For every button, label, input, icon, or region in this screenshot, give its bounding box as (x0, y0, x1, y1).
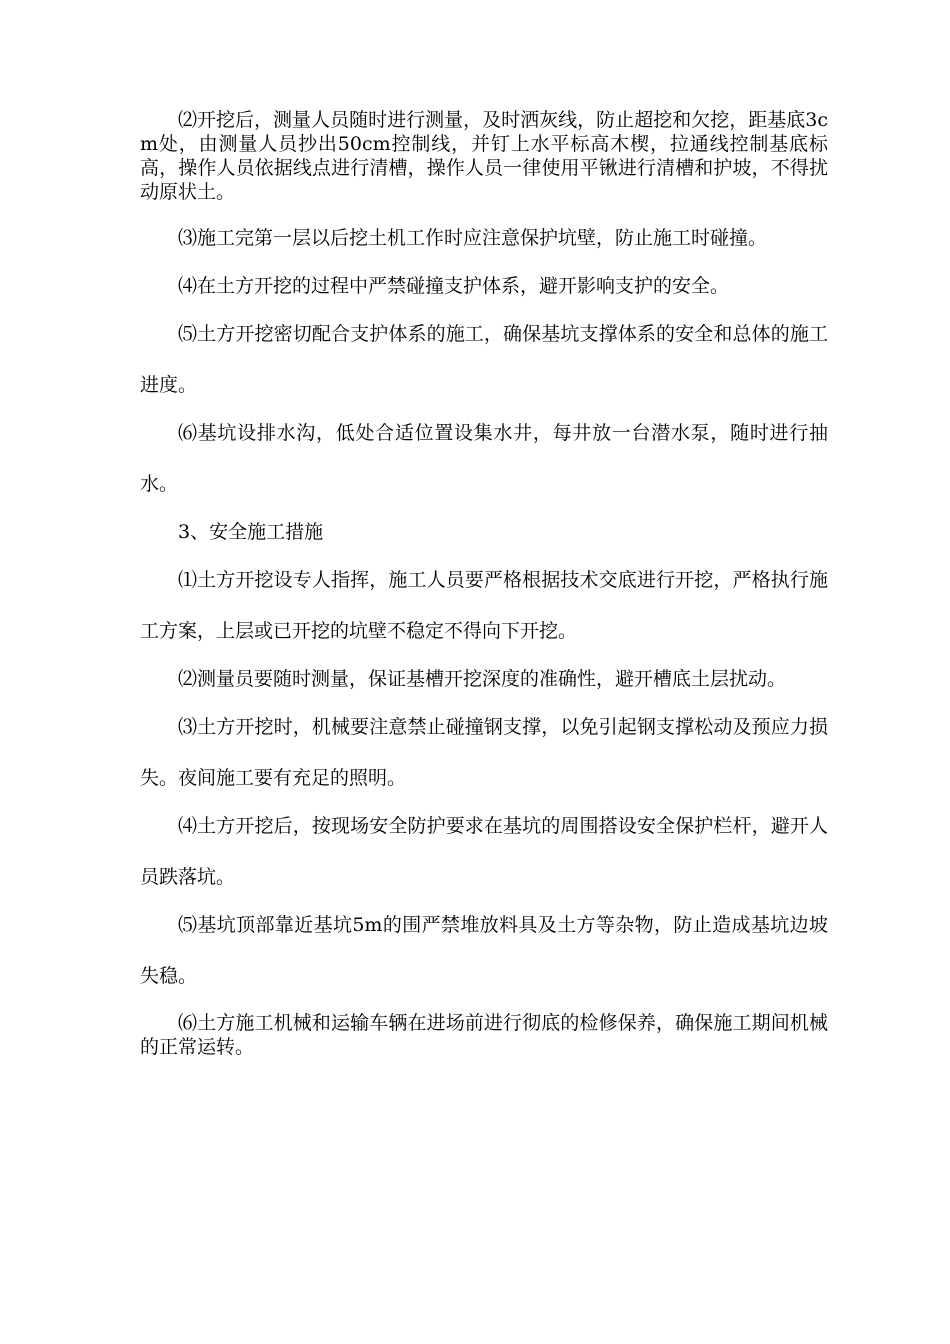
paragraph-drainage: ⑹基坑设排水沟，低处合适位置设集水井，每井放一台潜水泵，随时进行抽水。 (140, 422, 828, 495)
section-heading-safety: 3、安全施工措施 (178, 521, 324, 543)
paragraph-coordinate-support: ⑸土方开挖密切配合支护体系的施工，确保基坑支撑体系的安全和总体的施工进度。 (140, 323, 828, 396)
paragraph-excavation-measurement: ⑵开挖后，测量人员随时进行测量，及时洒灰线，防止超挖和欠挖，距基底3cm处，由测量人员抄出50cm控制线，并钉上水平标高木楔，拉通线控制基底标高，操作人员依据线点进行清槽，操作人员一律使用平锹进行清槽和护坡，不得扰动原状土。 (140, 109, 828, 203)
document-page (140, 108, 828, 1059)
paragraph-surveyor: ⑵测量员要随时测量，保证基槽开挖深度的准确性，避开槽底土层扰动。 (178, 668, 787, 690)
paragraph-machinery: ⑹土方施工机械和运输车辆在进场前进行彻底的检修保养，确保施工期间机械的正常运转。 (140, 1012, 828, 1058)
paragraph-steel-support: ⑶土方开挖时，机械要注意禁止碰撞钢支撑，以免引起钢支撑松动及预应力损失。夜间施工要有充足的照明。 (140, 716, 828, 789)
paragraph-command: ⑴土方开挖设专人指挥，施工人员要严格根据技术交底进行开挖，严格执行施工方案，上层或已开挖的坑壁不稳定不得向下开挖。 (140, 569, 828, 642)
paragraph-protect-pit-wall: ⑶施工完第一层以后挖土机工作时应注意保护坑壁，防止施工时碰撞。 (178, 227, 768, 249)
paragraph-pit-top: ⑸基坑顶部靠近基坑5m的围严禁堆放料具及土方等杂物，防止造成基坑边坡失稳。 (140, 914, 828, 987)
paragraph-support-system: ⑷在土方开挖的过程中严禁碰撞支护体系，避开影响支护的安全。 (178, 275, 730, 297)
paragraph-guardrail: ⑷土方开挖后，按现场安全防护要求在基坑的周围搭设安全保护栏杆，避开人员跌落坑。 (140, 815, 828, 888)
